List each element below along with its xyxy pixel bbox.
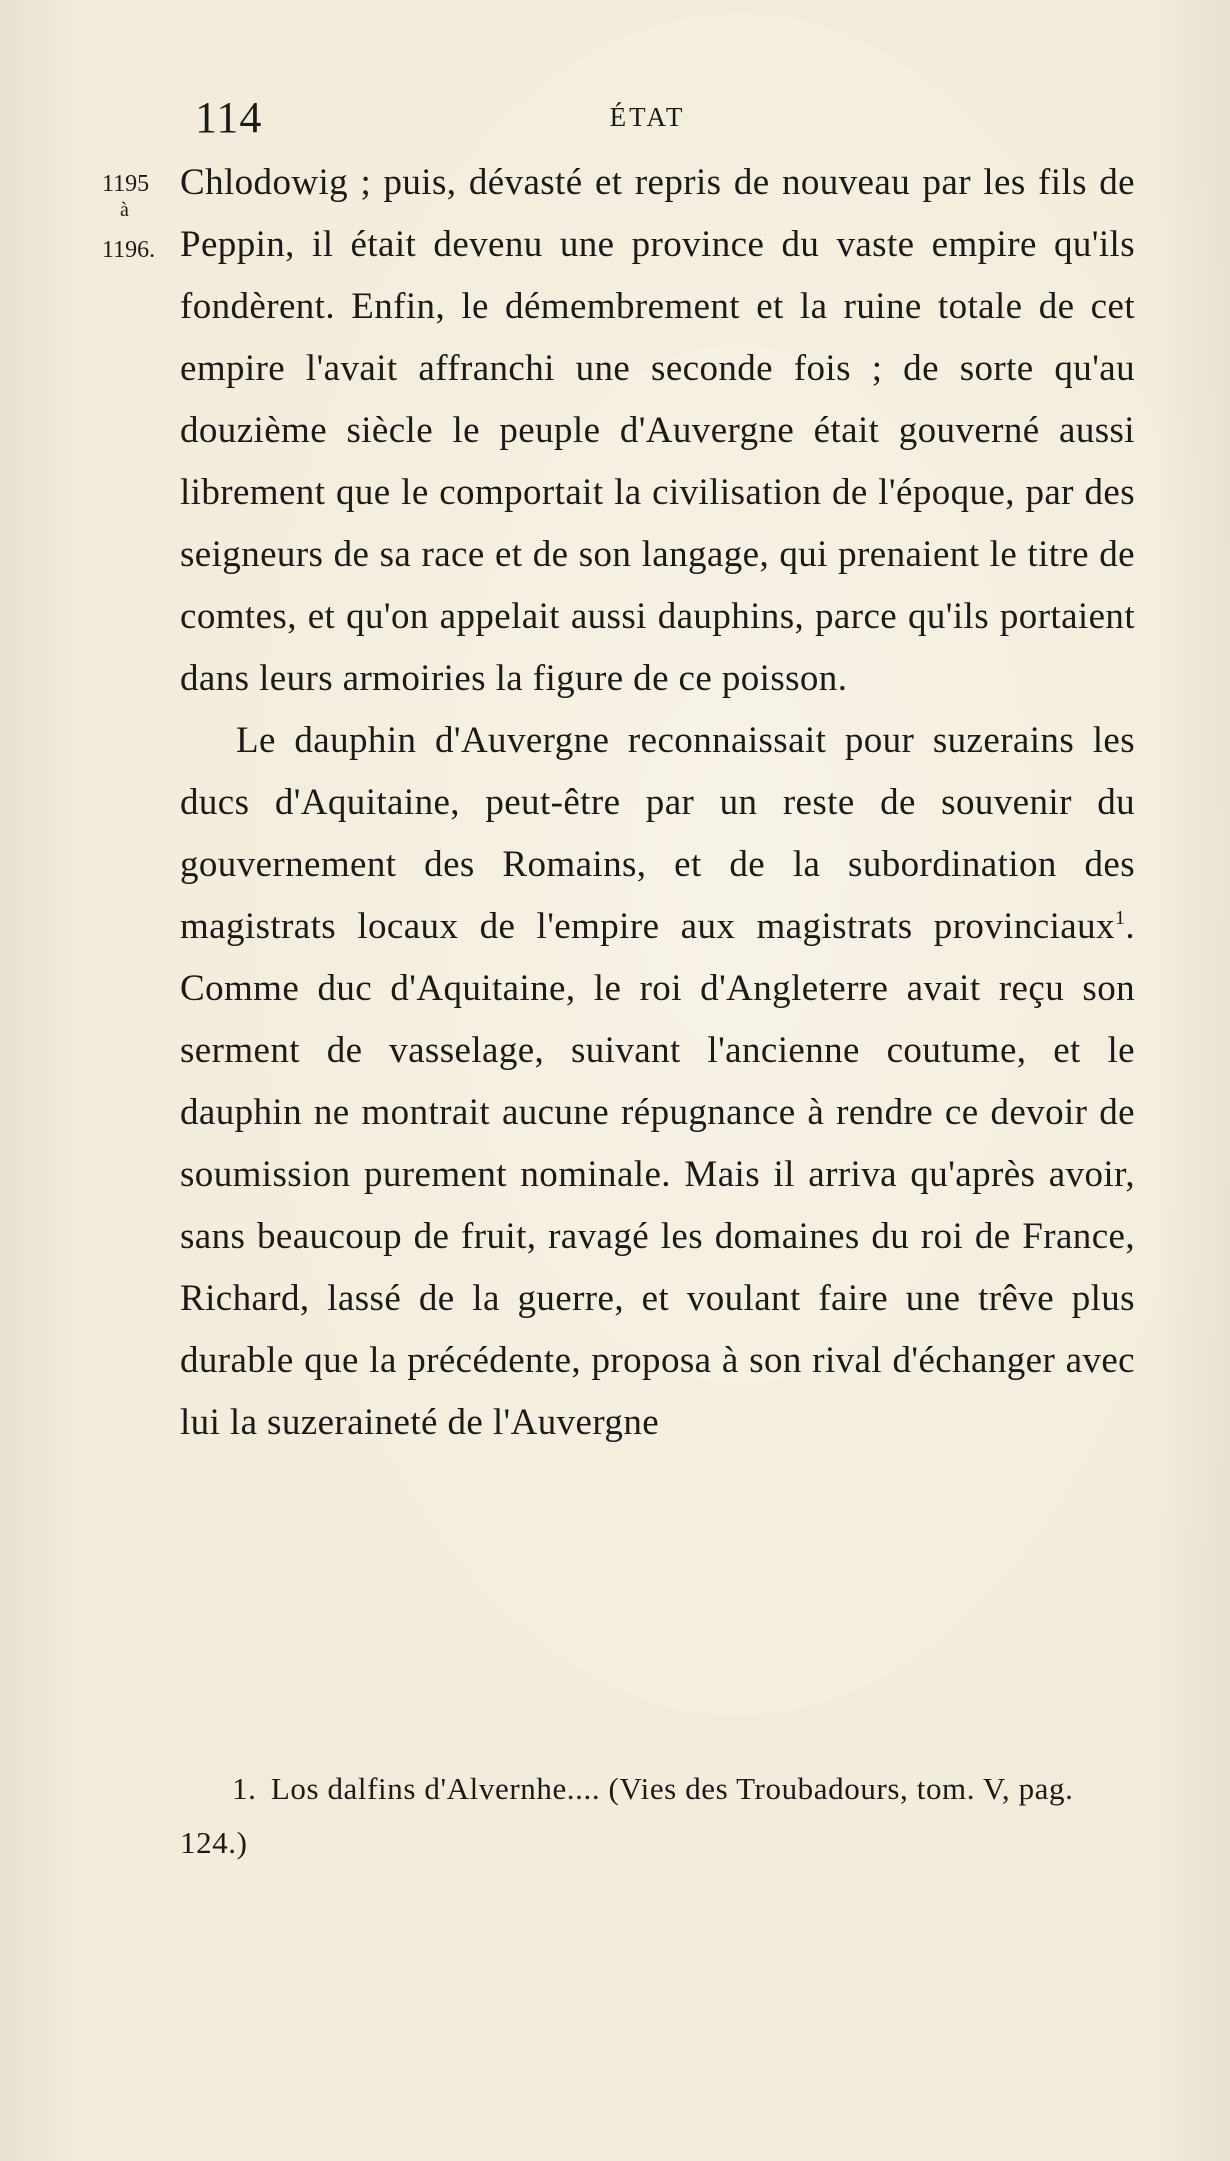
footnote-reference: 1: [1114, 907, 1126, 929]
footnote-number: 1.: [232, 1771, 257, 1806]
paragraph-2: [180, 710, 1135, 1454]
paragraph-2-part-1: Le dauphin d'Auvergne reconnaissait pour suzerains les ducs d'Aquitaine, peut-être par un reste de souvenir du gouvernement des Romains, et de la subordination des magistrats locaux de l'empire aux magistrats provinciaux: [180, 720, 1135, 947]
running-head: [195, 92, 1130, 142]
body-text: [180, 152, 1135, 1454]
paragraph-1: Chlodowig ; puis, dévasté et repris de nouveau par les fils de Peppin, il était devenu une province du vaste empire qu'ils fondèrent. Enfin, le démembrement et la ruine totale de cet empire l'avait affranchi une seconde fois ; de sorte qu'au douzième siècle le peuple d'Auvergne était gouverné aussi librement que le comportait la civilisation de l'époque, par des seigneurs de sa race et de son langage, qui prenaient le titre de comtes, et qu'on appelait aussi dauphins, parce qu'ils portaient dans leurs armoiries la figure de ce poisson.: [180, 162, 1135, 699]
paragraph-2-part-2: . Comme duc d'Aquitaine, le roi d'Angleterre avait reçu son serment de vasselage, suivant l'ancienne coutume, et le dauphin ne montrait aucune répugnance à rendre ce devoir de soumission purement nominale. Mais il arriva qu'après avoir, sans beaucoup de fruit, ravagé les domaines du roi de France, Richard, lassé de la guerre, et voulant faire une trêve plus durable que la précédente, proposa à son rival d'échanger avec lui la suzeraineté de l'Auvergne: [180, 906, 1135, 1443]
margin-date-end: 1196.: [102, 237, 156, 263]
footnote: [180, 1762, 1135, 1870]
margin-date-separator: à: [120, 199, 129, 221]
margin-date-start: 1195: [102, 171, 150, 197]
running-title: ÉTAT: [609, 102, 686, 132]
footnote-text: Los dalfins d'Alvernhe.... (Vies des Troubadours, tom. V, pag. 124.): [180, 1771, 1074, 1860]
page-number: 114: [195, 93, 263, 142]
